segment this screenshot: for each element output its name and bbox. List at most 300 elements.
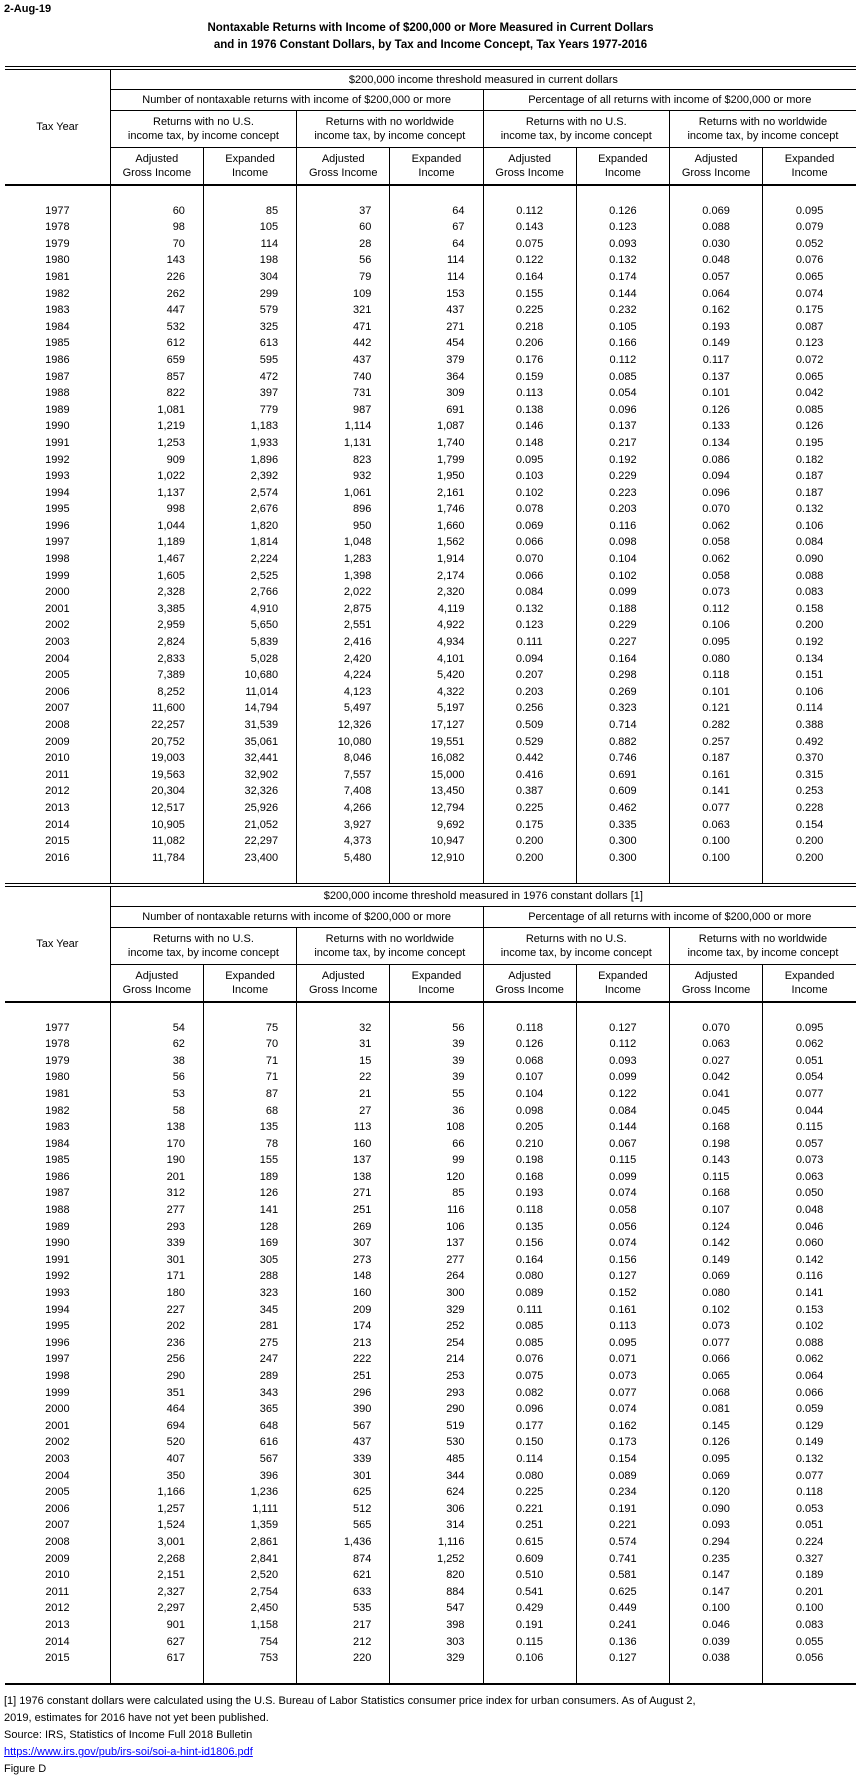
value-cell: 0.070 [669,501,762,518]
value-cell: 0.207 [483,667,576,684]
value-cell: 1,166 [110,1484,203,1501]
value-cell: 114 [203,236,296,253]
value-cell: 0.114 [763,700,856,717]
value-cell: 0.100 [669,833,762,850]
column-header-expanded: Expanded Income [763,148,856,186]
tax-year-cell: 1985 [45,1154,70,1167]
table-row [5,1036,856,1053]
value-cell: 0.746 [576,750,669,767]
value-cell: 0.102 [483,485,576,502]
value-cell: 22,257 [110,717,203,734]
value-cell: 0.118 [669,667,762,684]
value-cell: 694 [110,1418,203,1435]
value-cell: 437 [297,1434,390,1451]
subgroup-no-us-tax [110,927,296,964]
value-cell: 0.093 [669,1517,762,1534]
value-cell: 0.095 [483,452,576,469]
value-cell: 288 [203,1268,296,1285]
value-cell: 0.159 [483,369,576,386]
value-cell: 0.073 [763,1152,856,1169]
value-cell: 1,116 [390,1534,483,1551]
value-cell: 0.203 [483,684,576,701]
value-cell: 691 [390,402,483,419]
column-header-expanded: Expanded Income [763,964,856,1002]
footnote-line2: 2019, estimates for 2016 have not yet been published. [4,1712,269,1725]
value-cell: 0.442 [483,750,576,767]
value-cell: 53 [110,1086,203,1103]
spacer-row [5,1667,856,1685]
value-cell: 0.198 [669,1136,762,1153]
tax-year-cell: 1991 [45,1253,70,1266]
value-cell: 932 [297,468,390,485]
value-cell: 0.080 [669,1285,762,1302]
column-header-agi: Adjusted Gross Income [669,148,762,186]
table-row [5,1418,856,1435]
spacer-row [5,1002,856,1020]
value-cell: 612 [110,335,203,352]
spacer-cell [5,185,110,203]
value-cell: 0.117 [669,352,762,369]
table-row [5,203,856,220]
value-cell: 0.085 [576,369,669,386]
value-cell: 19,563 [110,767,203,784]
value-cell: 0.093 [576,236,669,253]
subgroup-line1: Returns with no U.S. [153,932,254,945]
value-cell: 138 [110,1119,203,1136]
subgroup-no-worldwide-tax [669,927,856,964]
value-cell: 0.118 [483,1020,576,1037]
table-row [5,1252,856,1269]
value-cell: 659 [110,352,203,369]
value-cell: 0.114 [483,1451,576,1468]
table-row [5,1434,856,1451]
value-cell: 339 [297,1451,390,1468]
column-header-expanded: Expanded Income [576,148,669,186]
subgroup-line2: income tax, by income concept [500,946,652,959]
value-cell: 0.141 [669,783,762,800]
value-cell: 0.429 [483,1600,576,1617]
value-cell: 0.251 [483,1517,576,1534]
value-cell: 567 [297,1418,390,1435]
spacer-cell [203,185,296,203]
value-cell: 0.068 [669,1385,762,1402]
spacer-cell [390,1002,483,1020]
value-cell: 0.253 [763,783,856,800]
tax-year-cell: 1996 [45,519,70,532]
value-cell: 0.189 [763,1567,856,1584]
value-cell: 0.124 [669,1219,762,1236]
value-cell: 21 [297,1086,390,1103]
value-cell: 0.073 [669,1318,762,1335]
value-cell: 0.203 [576,501,669,518]
value-cell: 365 [203,1401,296,1418]
value-cell: 0.090 [763,551,856,568]
value-cell: 472 [203,369,296,386]
table-row [5,1169,856,1186]
value-cell: 277 [390,1252,483,1269]
value-cell: 128 [203,1219,296,1236]
value-cell: 2,022 [297,584,390,601]
value-cell: 822 [110,385,203,402]
value-cell: 0.118 [763,1484,856,1501]
value-cell: 32,902 [203,767,296,784]
value-cell: 32 [297,1020,390,1037]
value-cell: 987 [297,402,390,419]
value-cell: 2,392 [203,468,296,485]
value-cell: 0.232 [576,302,669,319]
table-row [5,1501,856,1518]
table-row [5,1202,856,1219]
table-row [5,452,856,469]
tax-year-cell: 1999 [45,569,70,582]
value-cell: 1,359 [203,1517,296,1534]
value-cell: 62 [110,1036,203,1053]
value-cell: 0.143 [669,1152,762,1169]
value-cell: 0.195 [763,435,856,452]
value-cell: 0.229 [576,617,669,634]
constant-dollars-table-body [5,1002,856,1684]
current-dollars-table [5,66,856,887]
value-cell: 0.058 [669,568,762,585]
table-row [5,783,856,800]
value-cell: 0.080 [669,651,762,668]
value-cell: 1,814 [203,534,296,551]
value-cell: 0.282 [669,717,762,734]
value-cell: 0.054 [576,385,669,402]
value-cell: 0.609 [483,1551,576,1568]
value-cell: 2,824 [110,634,203,651]
value-cell: 1,896 [203,452,296,469]
value-cell: 271 [297,1185,390,1202]
value-cell: 137 [390,1235,483,1252]
value-cell: 299 [203,286,296,303]
value-cell: 0.120 [669,1484,762,1501]
value-cell: 0.096 [669,485,762,502]
table-row [5,402,856,419]
table-row [5,767,856,784]
spacer-cell [669,1002,762,1020]
value-cell: 2,328 [110,584,203,601]
value-cell: 2,754 [203,1584,296,1601]
value-cell: 1,081 [110,402,203,419]
value-cell: 0.083 [763,584,856,601]
value-cell: 0.201 [763,1584,856,1601]
value-cell: 0.133 [669,418,762,435]
column-header-agi: Adjusted Gross Income [110,148,203,186]
table-row [5,750,856,767]
spacer-row [5,866,856,885]
value-cell: 198 [203,252,296,269]
value-cell: 106 [390,1219,483,1236]
table-row [5,236,856,253]
value-cell: 0.115 [576,1152,669,1169]
value-cell: 1,283 [297,551,390,568]
value-cell: 3,385 [110,601,203,618]
value-cell: 9,692 [390,817,483,834]
value-cell: 950 [297,518,390,535]
value-cell: 0.327 [763,1551,856,1568]
value-cell: 0.063 [669,1036,762,1053]
value-cell: 7,389 [110,667,203,684]
value-cell: 0.030 [669,236,762,253]
value-cell: 171 [110,1268,203,1285]
value-cell: 55 [390,1086,483,1103]
tax-year-cell: 1982 [45,287,70,300]
spacer-cell [5,866,110,885]
value-cell: 0.100 [669,850,762,867]
source-link[interactable]: https://www.irs.gov/pub/irs-soi/soi-a-hint-id1806.pdf [4,1746,253,1759]
tax-year-cell: 2010 [45,1569,70,1582]
value-cell: 300 [390,1285,483,1302]
value-cell: 12,517 [110,800,203,817]
value-cell: 2,551 [297,617,390,634]
value-cell: 0.056 [763,1650,856,1667]
table-row [5,435,856,452]
value-cell: 289 [203,1368,296,1385]
spacer-cell [390,185,483,203]
value-cell: 0.074 [576,1235,669,1252]
value-cell: 305 [203,1252,296,1269]
value-cell: 0.075 [483,236,576,253]
subgroup-line2: income tax, by income concept [127,130,279,142]
value-cell: 0.132 [576,252,669,269]
value-cell: 35,061 [203,734,296,751]
value-cell: 0.294 [669,1534,762,1551]
value-cell: 0.095 [763,203,856,220]
subgroup-line2: income tax, by income concept [314,946,466,959]
table-row [5,369,856,386]
value-cell: 0.122 [576,1086,669,1103]
value-cell: 174 [297,1318,390,1335]
tax-year-cell: 1983 [45,304,70,317]
table-row [5,1053,856,1070]
value-cell: 753 [203,1650,296,1667]
spacer-cell [297,1667,390,1685]
value-cell: 87 [203,1086,296,1103]
value-cell: 1,660 [390,518,483,535]
value-cell: 0.085 [483,1318,576,1335]
value-cell: 114 [390,252,483,269]
table-row [5,551,856,568]
value-cell: 67 [390,219,483,236]
table-row [5,319,856,336]
table-row [5,1185,856,1202]
value-cell: 36 [390,1103,483,1120]
value-cell: 85 [390,1185,483,1202]
spacer-cell [110,185,203,203]
value-cell: 0.187 [763,485,856,502]
tax-year-cell: 2003 [45,636,70,649]
table-row [5,352,856,369]
value-cell: 141 [203,1202,296,1219]
value-cell: 1,524 [110,1517,203,1534]
spacer-cell [390,1667,483,1685]
value-cell: 0.101 [669,385,762,402]
value-cell: 304 [203,269,296,286]
value-cell: 0.062 [669,518,762,535]
value-cell: 1,436 [297,1534,390,1551]
value-cell: 169 [203,1235,296,1252]
value-cell: 4,266 [297,800,390,817]
value-cell: 0.058 [669,534,762,551]
value-cell: 0.071 [576,1351,669,1368]
value-cell: 0.161 [669,767,762,784]
value-cell: 0.064 [763,1368,856,1385]
tax-year-cell: 2011 [45,1585,70,1598]
value-cell: 0.072 [763,352,856,369]
value-cell: 464 [110,1401,203,1418]
value-cell: 17,127 [390,717,483,734]
value-cell: 56 [297,252,390,269]
tax-year-cell: 2010 [45,752,70,765]
date-stamp: 2-Aug-19 [4,3,52,15]
value-cell: 0.191 [483,1617,576,1634]
tax-year-cell: 2012 [45,1602,70,1615]
value-cell: 0.145 [669,1418,762,1435]
subgroup-no-us-tax [483,927,669,964]
value-cell: 0.041 [669,1086,762,1103]
subgroup-line2: income tax, by income concept [687,946,839,959]
value-cell: 0.102 [669,1302,762,1319]
tax-year-header: Tax Year [5,68,110,185]
table-row [5,800,856,817]
value-cell: 0.048 [669,252,762,269]
column-header-expanded: Expanded Income [390,148,483,186]
tax-year-cell: 1994 [45,1303,70,1316]
value-cell: 1,257 [110,1501,203,1518]
value-cell: 0.256 [483,700,576,717]
table-row [5,1551,856,1568]
subgroup-line2: income tax, by income concept [127,946,279,959]
table-row [5,1534,856,1551]
value-cell: 0.105 [576,319,669,336]
table-row [5,1219,856,1236]
value-cell: 2,841 [203,1551,296,1568]
table-row [5,219,856,236]
value-cell: 1,044 [110,518,203,535]
value-cell: 0.099 [576,584,669,601]
tax-year-cell: 2001 [45,602,70,615]
group-header-number: Number of nontaxable returns with income of $200,000 or more [110,906,483,927]
value-cell: 0.882 [576,734,669,751]
value-cell: 454 [390,335,483,352]
value-cell: 253 [390,1368,483,1385]
value-cell: 0.095 [669,1451,762,1468]
value-cell: 567 [203,1451,296,1468]
tax-year-cell: 1987 [45,370,70,383]
table-row [5,601,856,618]
value-cell: 0.200 [763,850,856,867]
value-cell: 0.416 [483,767,576,784]
source-line: Source: IRS, Statistics of Income Full 2018 Bulletin [4,1729,253,1742]
value-cell: 20,752 [110,734,203,751]
tax-year-cell: 2011 [45,768,70,781]
value-cell: 1,746 [390,501,483,518]
constant-dollars-table-header [5,887,856,1002]
subgroup-line1: Returns with no worldwide [698,116,828,128]
value-cell: 22,297 [203,833,296,850]
page-title-line2: and in 1976 Constant Dollars, by Tax and Income Concept, Tax Years 1977-2016 [213,39,648,51]
value-cell: 0.085 [763,402,856,419]
value-cell: 7,408 [297,783,390,800]
value-cell: 0.065 [763,369,856,386]
table-row [5,269,856,286]
value-cell: 0.741 [576,1551,669,1568]
value-cell: 0.388 [763,717,856,734]
value-cell: 220 [297,1650,390,1667]
footnote-line1: [1] 1976 constant dollars were calculated using the U.S. Bureau of Labor Statistics consumer price index for urban consumers. As of August 2, [4,1695,696,1708]
column-header-agi: Adjusted Gross Income [110,964,203,1002]
column-header-expanded: Expanded Income [203,148,296,186]
value-cell: 520 [110,1434,203,1451]
value-cell: 0.115 [483,1634,576,1651]
value-cell: 0.048 [763,1202,856,1219]
value-cell: 616 [203,1434,296,1451]
subgroup-line1: Returns with no worldwide [698,932,828,945]
tax-year-cell: 1988 [45,387,70,400]
value-cell: 0.095 [763,1020,856,1037]
value-cell: 2,151 [110,1567,203,1584]
value-cell: 0.198 [483,1152,576,1169]
value-cell: 20,304 [110,783,203,800]
table-row [5,534,856,551]
value-cell: 0.144 [576,286,669,303]
value-cell: 39 [390,1053,483,1070]
table-row [5,1268,856,1285]
value-cell: 0.107 [483,1069,576,1086]
value-cell: 0.096 [576,402,669,419]
value-cell: 350 [110,1468,203,1485]
value-cell: 0.691 [576,767,669,784]
column-header-agi: Adjusted Gross Income [669,964,762,1002]
spacer-cell [5,1667,110,1685]
value-cell: 2,875 [297,601,390,618]
tax-year-cell: 1993 [45,1287,70,1300]
value-cell: 202 [110,1318,203,1335]
value-cell: 0.077 [669,1335,762,1352]
value-cell: 15 [297,1053,390,1070]
value-cell: 471 [297,319,390,336]
value-cell: 0.079 [763,219,856,236]
value-cell: 2,224 [203,551,296,568]
tax-year-cell: 1990 [45,420,70,433]
spacer-cell [110,1667,203,1685]
subgroup-line1: Returns with no worldwide [325,932,455,945]
value-cell: 323 [203,1285,296,1302]
value-cell: 0.063 [763,1169,856,1186]
tax-year-cell: 1986 [45,1170,70,1183]
value-cell: 296 [297,1385,390,1402]
value-cell: 31 [297,1036,390,1053]
tax-year-cell: 1992 [45,1270,70,1283]
value-cell: 301 [297,1468,390,1485]
value-cell: 2,327 [110,1584,203,1601]
value-cell: 155 [203,1152,296,1169]
value-cell: 329 [390,1302,483,1319]
value-cell: 485 [390,1451,483,1468]
value-cell: 0.168 [483,1169,576,1186]
value-cell: 0.137 [576,418,669,435]
value-cell: 11,600 [110,700,203,717]
value-cell: 0.200 [483,850,576,867]
value-cell: 301 [110,1252,203,1269]
value-cell: 0.042 [669,1069,762,1086]
value-cell: 4,119 [390,601,483,618]
table-row [5,501,856,518]
value-cell: 60 [297,219,390,236]
value-cell: 1,740 [390,435,483,452]
value-cell: 0.257 [669,734,762,751]
